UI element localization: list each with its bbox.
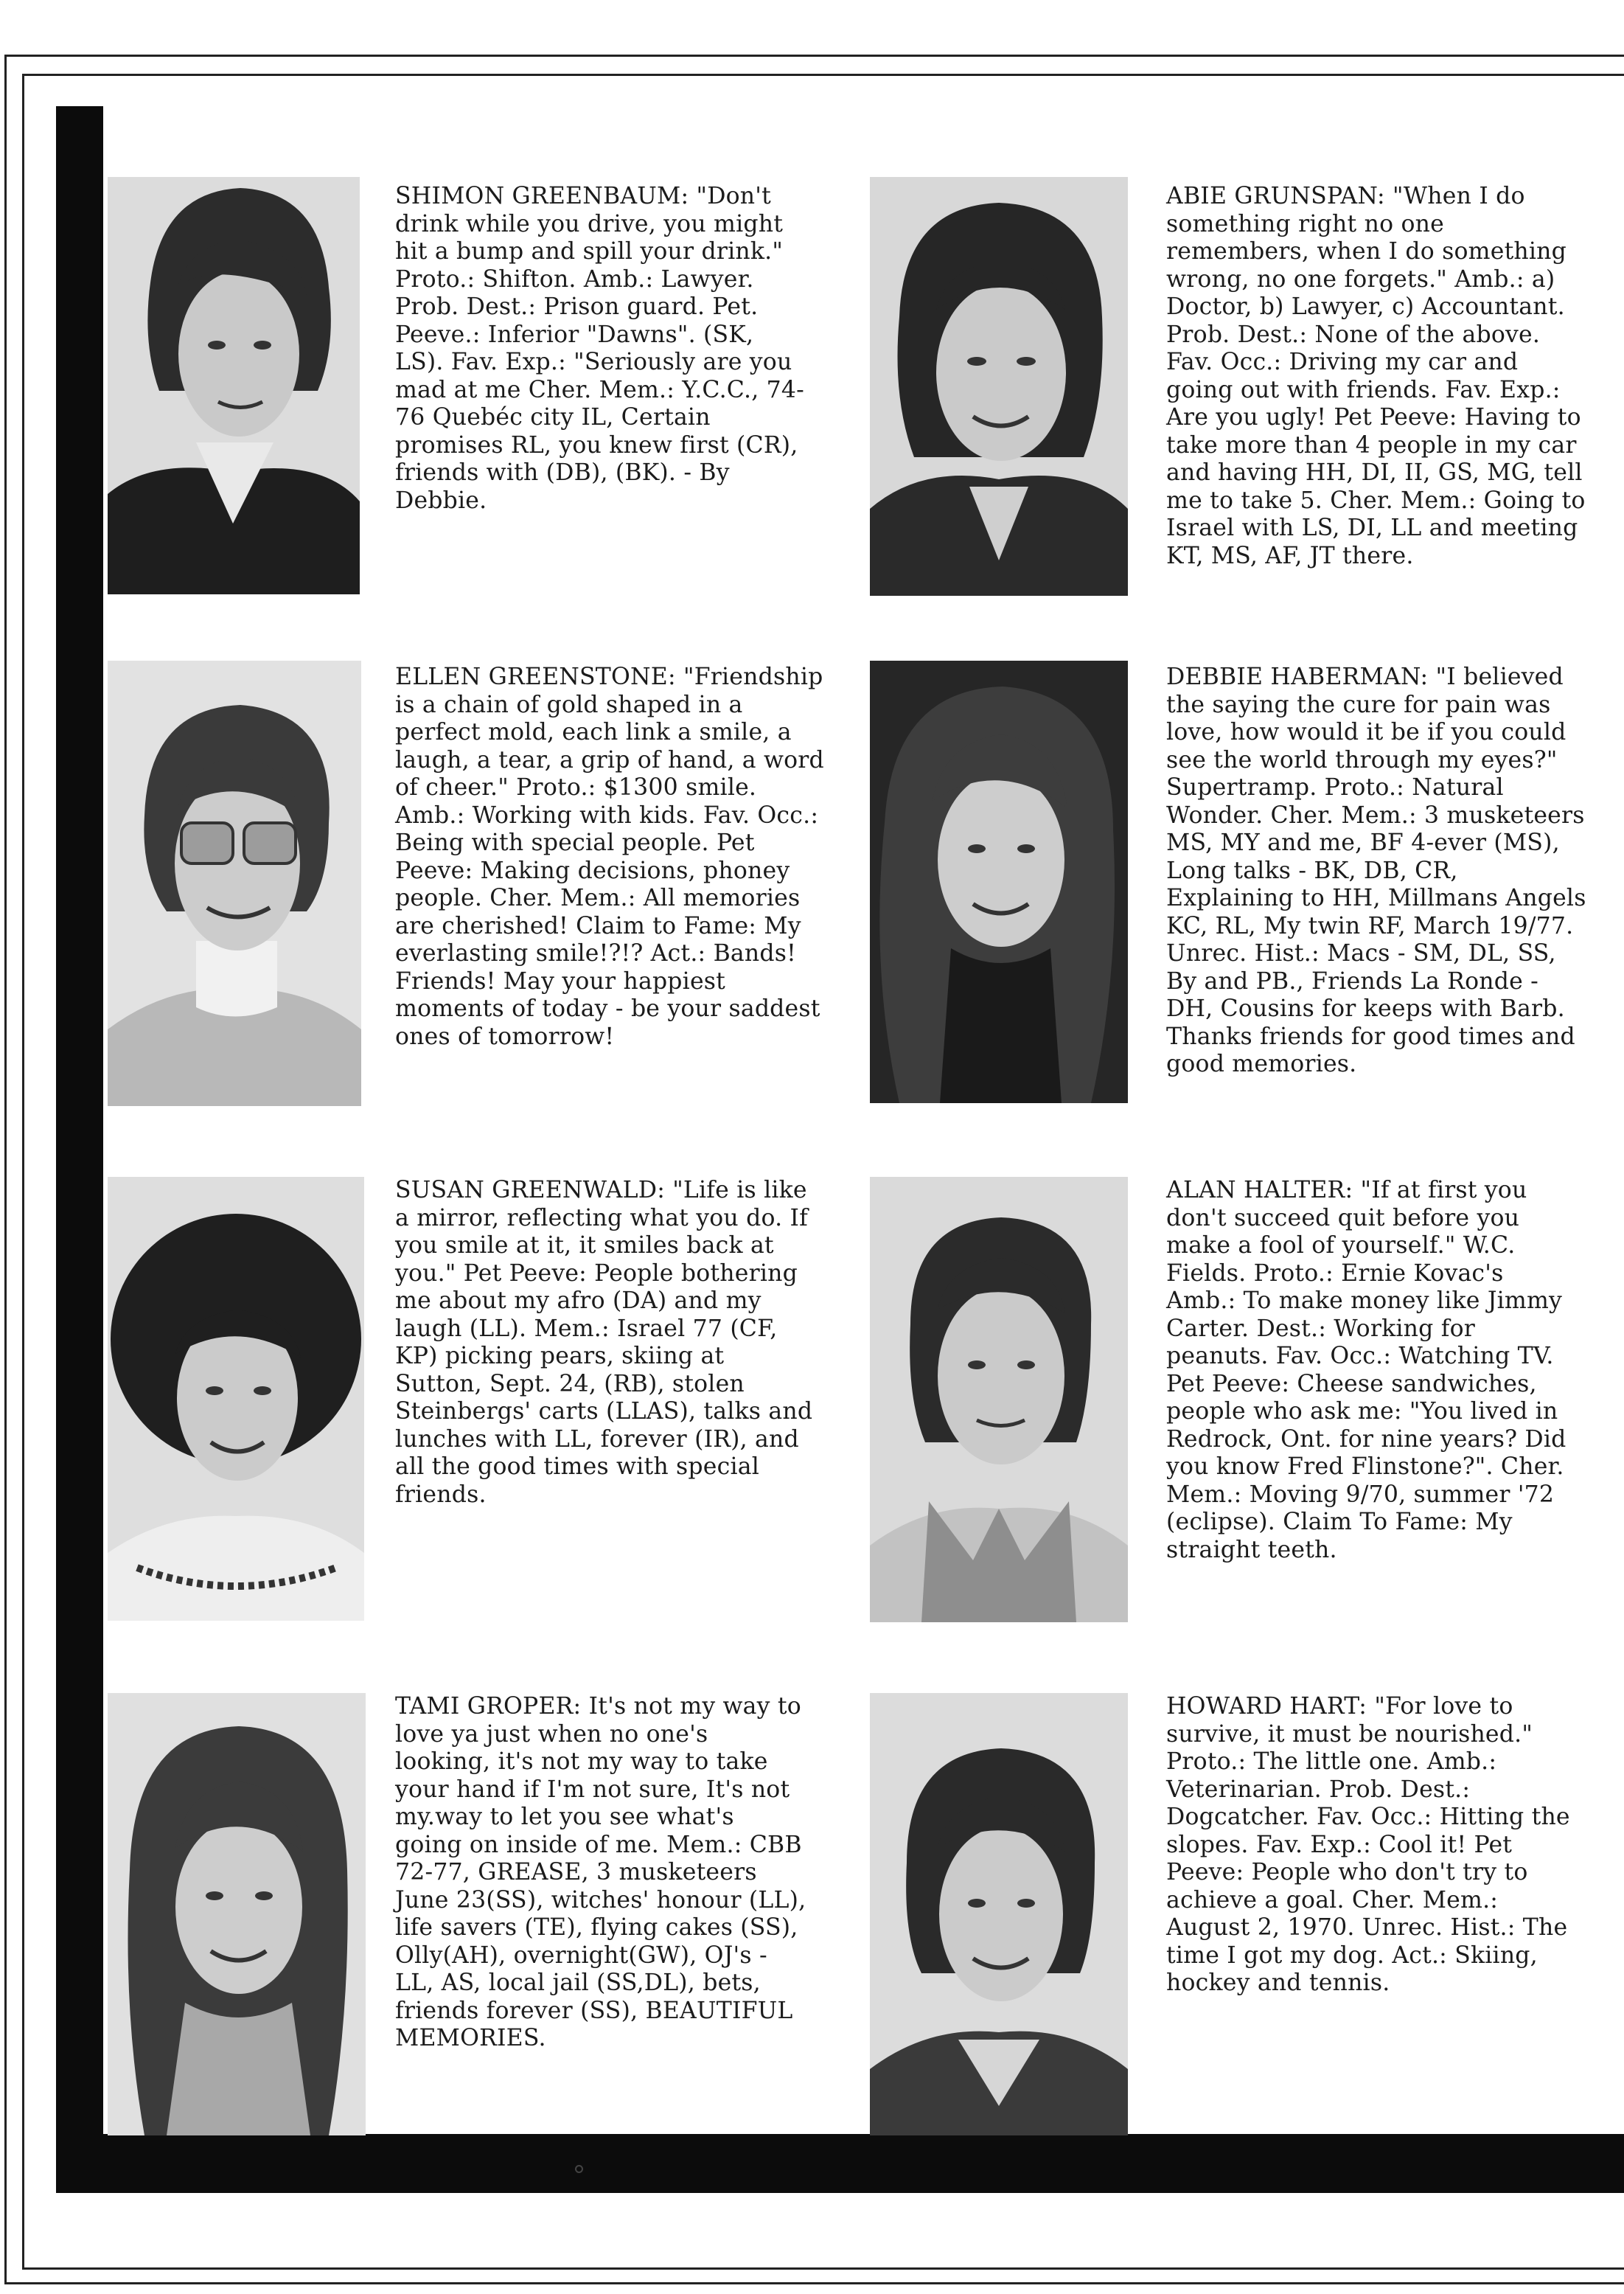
bio-shimon-greenbaum: SHIMON GREENBAUM: "Don't drink while you drive, you might hit a bump and spill your drink." Proto.: Shifton. Amb.: Lawyer. Prob. Dest.: Prison guard. Pet. Peeve.: Inferior "Dawns". (SK, LS). Fav. Exp.: "Seriously are you mad at me Cher. Mem.: Y.C.C., 74-76 Quebéc city IL, Certain promises RL, you knew first (CR), friends with (DB), (BK). - By Debbie.	[395, 183, 804, 514]
portrait-howard-hart	[870, 1693, 1128, 2135]
bio-debbie-haberman: DEBBIE HABERMAN: "I believed the saying the cure for pain was love, how would it be if you could see the world through my eyes?" Supertramp. Proto.: Natural Wonder. Cher. Mem.: 3 musketeers MS, MY and me, BF 4-ever (MS), Long talks - BK, DB, CR, Explaining to HH, Millmans Angels KC, RL, My twin RF, March 19/77. Unrec. Hist.: Macs - SM, DL, SS, By and PB., Friends La Ronde - DH, Cousins for keeps with Barb. Thanks friends for good times and good memories.	[1166, 664, 1586, 1077]
bio-susan-greenwald: SUSAN GREENWALD: "Life is like a mirror, reflecting what you do. If you smile at it, it smiles back at you." Pet Peeve: People bothering me about my afro (DA) and my laugh (LL). Mem.: Israel 77 (CF, KP) picking pears, skiing at Sutton, Sept. 24, (RB), stolen Steinbergs' carts (LLAS), talks and lunches with LL, forever (IR), and all the good times with special friends.	[395, 1177, 813, 1508]
portrait-tami-groper	[108, 1693, 366, 2135]
bio-tami-groper: TAMI GROPER: It's not my way to love ya just when no one's looking, it's not my way to take your hand if I'm not sure, It's not my.way to let you see what's going on inside of me. Mem.: CBB 72-77, GREASE, 3 musketeers June 23(SS), witches' honour (LL), life savers (TE), flying cakes (SS), Olly(AH), overnight(GW), OJ's - LL, AS, local jail (SS,DL), bets, friends forever (SS), BEAUTIFUL MEMORIES.	[395, 1693, 806, 2051]
portrait-debbie-haberman	[870, 661, 1128, 1103]
page-mark	[575, 2165, 583, 2173]
bio-howard-hart: HOWARD HART: "For love to survive, it must be nourished." Proto.: The little one. Amb.: Veterinarian. Prob. Dest.: Dogcatcher. Fav. Occ.: Hitting the slopes. Fav. Exp.: Cool it! Pet Peeve: People who don't try to achieve a goal. Cher. Mem.: August 2, 1970. Unrec. Hist.: The time I got my dog. Act.: Skiing, hockey and tennis.	[1166, 1693, 1570, 1996]
portrait-shimon-greenbaum	[108, 177, 360, 594]
bio-ellen-greenstone: ELLEN GREENSTONE: "Friendship is a chain of gold shaped in a perfect mold, each link a smile, a laugh, a tear, a grip of hand, a word of cheer." Proto.: $1300 smile. Amb.: Working with kids. Fav. Occ.: Being with special people. Pet Peeve: Making decisions, phoney people. Cher. Mem.: All memories are cherished! Claim to Fame: My everlasting smile!?!? Act.: Bands! Friends! May your happiest moments of today - be your saddest ones of tomorrow!	[395, 664, 824, 1050]
bio-alan-halter: ALAN HALTER: "If at first you don't succeed quit before you make a fool of yourself." W.C. Fields. Proto.: Ernie Kovac's Amb.: To make money like Jimmy Carter. Dest.: Working for peanuts. Fav. Occ.: Watching TV. Pet Peeve: Cheese sandwiches, people who ask me: "You lived in Redrock, Ont. for nine years? Did you know Fred Flinstone?". Cher. Mem.: Moving 9/70, summer '72 (eclipse). Claim To Fame: My straight teeth.	[1166, 1177, 1567, 1563]
portrait-abie-grunspan	[870, 177, 1128, 596]
bio-abie-grunspan: ABIE GRUNSPAN: "When I do something right no one remembers, when I do something wrong, no one forgets." Amb.: a) Doctor, b) Lawyer, c) Accountant. Prob. Dest.: None of the above. Fav. Occ.: Driving my car and going out with friends. Fav. Exp.: Are you ugly! Pet Peeve: Having to take more than 4 people in my car and having HH, DI, II, GS, MG, tell me to take 5. Cher. Mem.: Going to Israel with LS, DI, LL and meeting KT, MS, AF, JT there.	[1166, 183, 1586, 569]
portrait-ellen-greenstone	[108, 661, 361, 1106]
portrait-susan-greenwald	[108, 1177, 364, 1621]
portrait-alan-halter	[870, 1177, 1128, 1622]
